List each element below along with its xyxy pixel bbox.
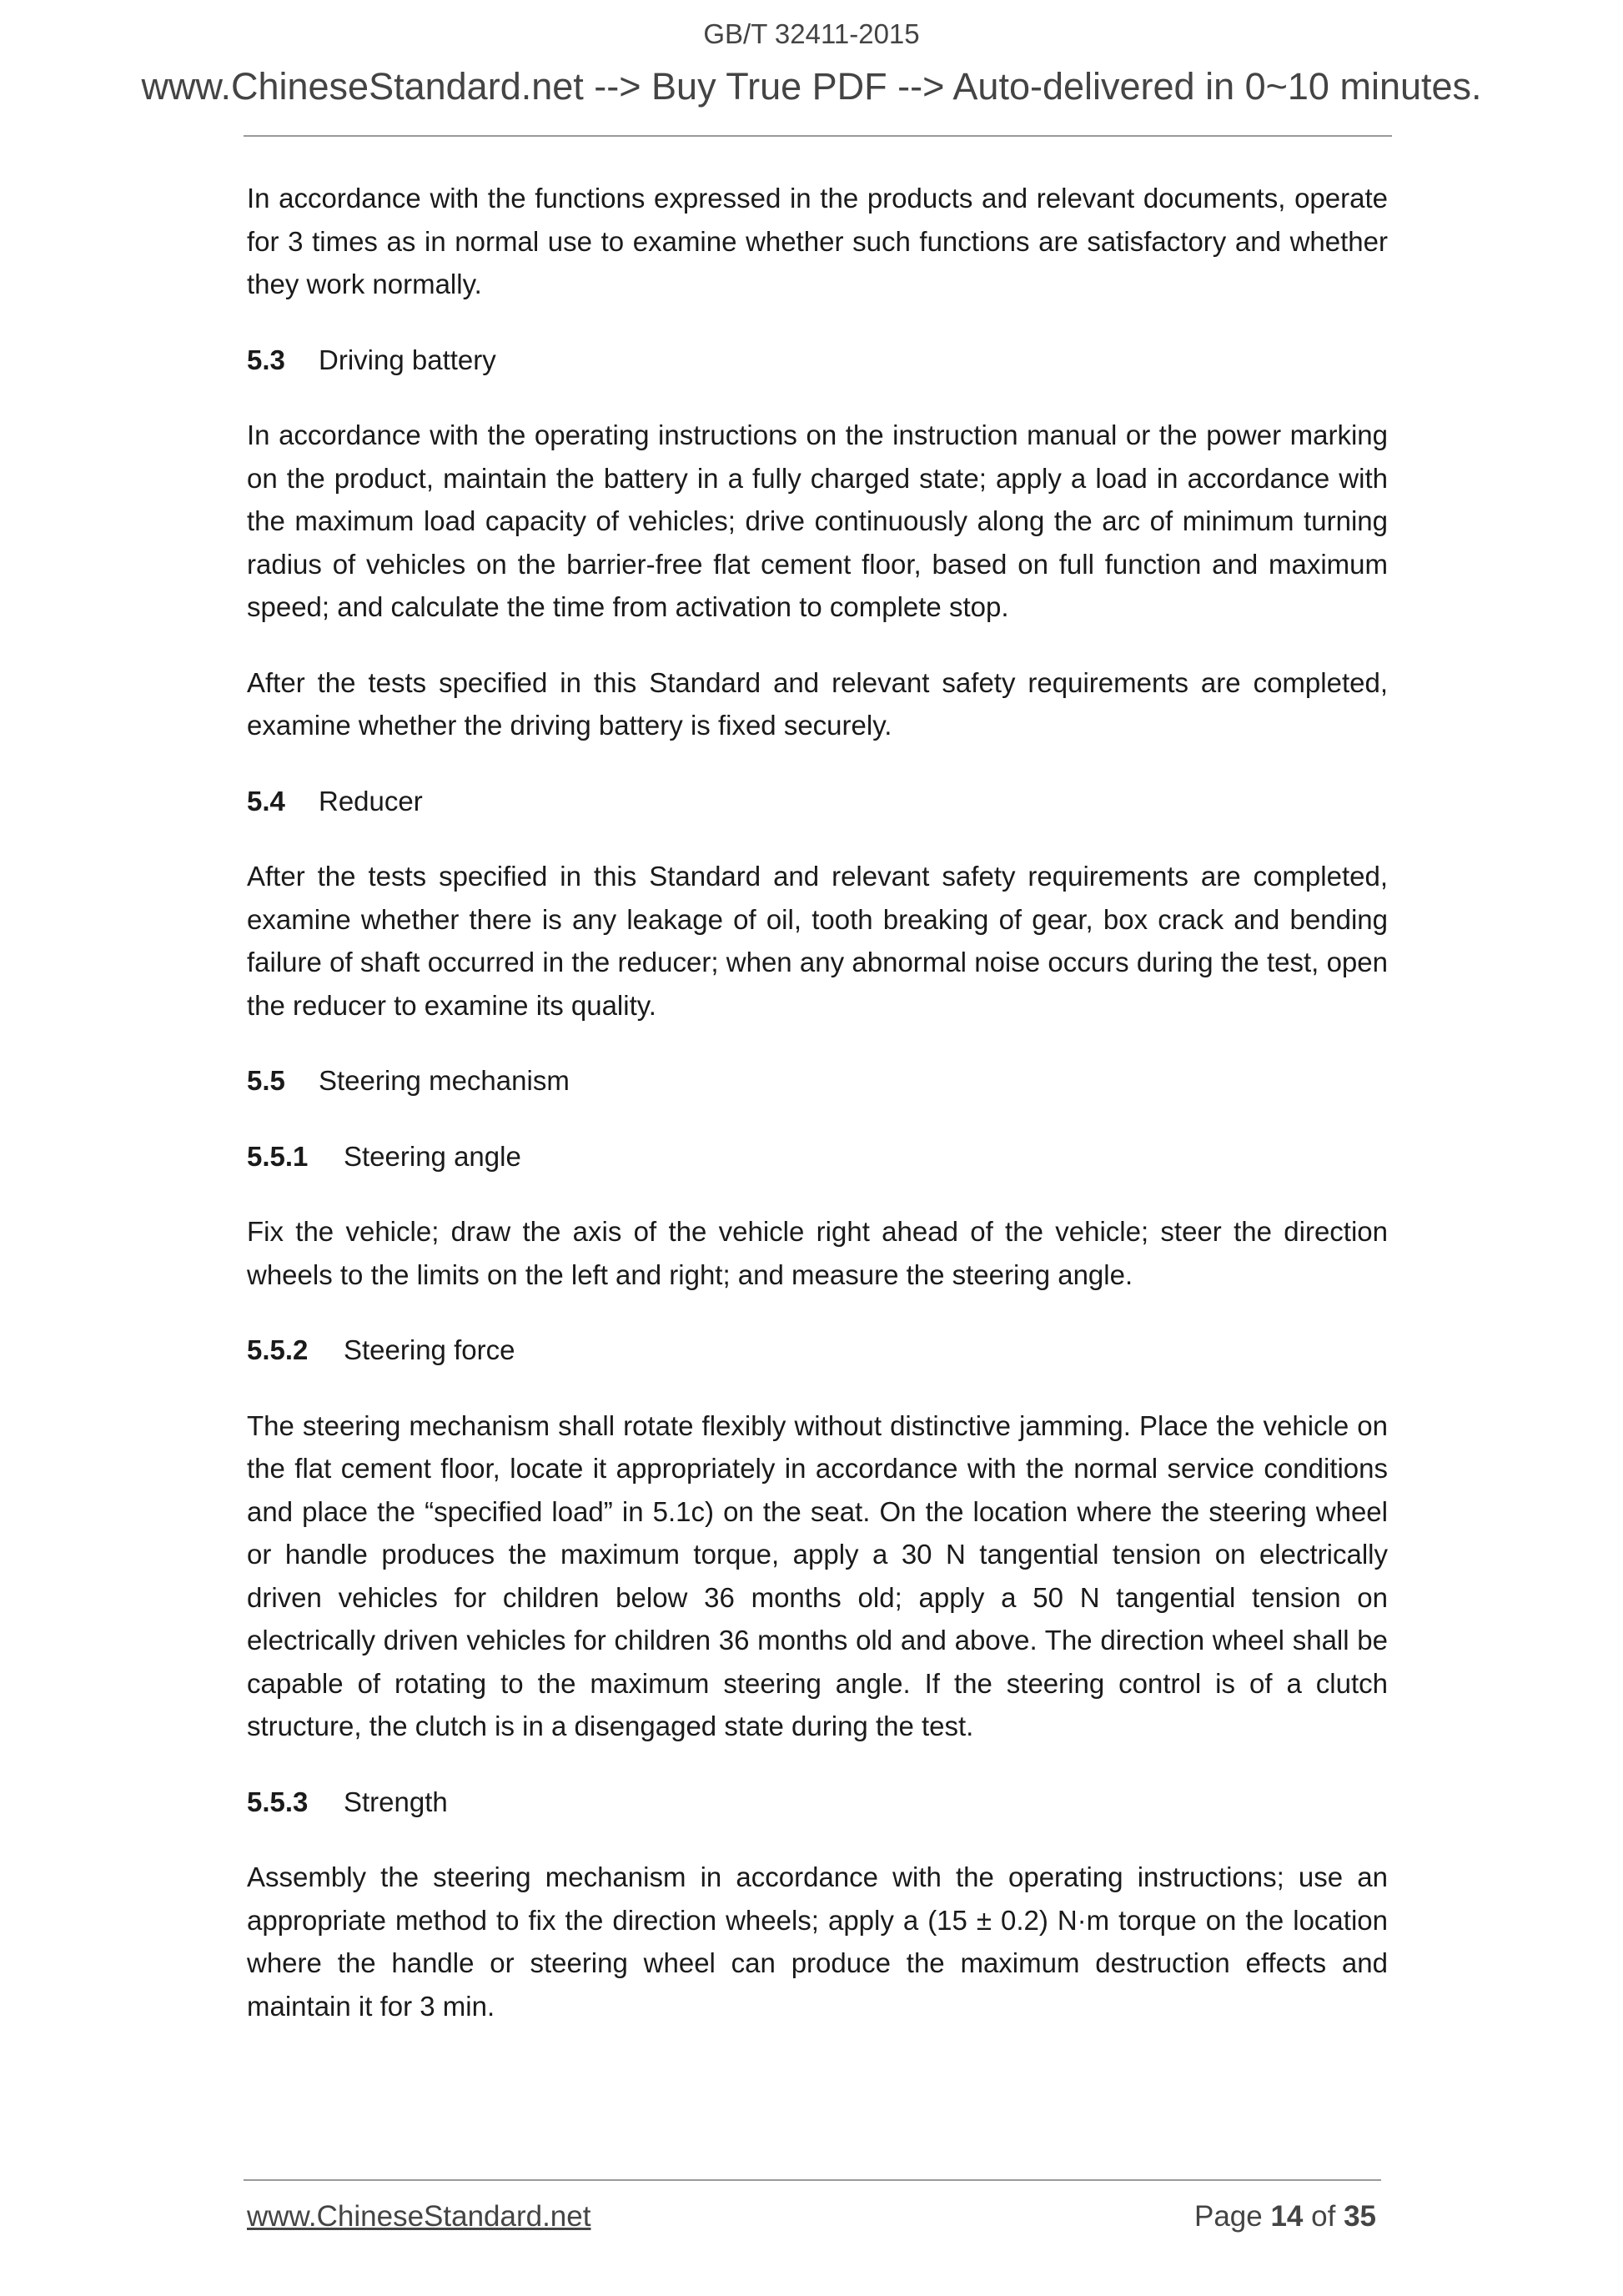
section-heading-5-5-3 — [247, 1781, 1388, 1824]
section-title: Steering angle — [344, 1140, 521, 1172]
section-heading-5-5-2 — [247, 1329, 1388, 1372]
section-title: Steering force — [344, 1334, 515, 1365]
page-indicator — [1194, 2200, 1376, 2233]
section-number: 5.5.1 — [247, 1140, 309, 1172]
total-pages: 35 — [1344, 2200, 1376, 2233]
document-body — [247, 177, 1388, 2060]
paragraph: Fix the vehicle; draw the axis of the vehicle right ahead of the vehicle; steer the direction wheels to the limits on the left and right; and measure the steering angle. — [247, 1216, 1388, 1290]
section-heading-5-5 — [247, 1059, 1388, 1103]
paragraph: After the tests specified in this Standard and relevant safety requirements are completed, examine whether there is any leakage of oil, tooth breaking of gear, box crack and bending failure of shaft occurred in the reducer; when any abnormal noise occurs during the test, open the reducer to examine its quality. — [247, 861, 1388, 1021]
section-title: Steering mechanism — [319, 1065, 570, 1096]
section-number: 5.5 — [247, 1065, 285, 1096]
section-title: Strength — [344, 1786, 448, 1817]
section-number: 5.3 — [247, 344, 285, 375]
footer-divider — [244, 2179, 1381, 2181]
current-page: 14 — [1270, 2200, 1304, 2233]
header-banner-text: www.ChineseStandard.net --> Buy True PDF --> Auto-delivered in 0~10 minutes. — [141, 65, 1482, 108]
section-heading-5-3 — [247, 339, 1388, 382]
standard-number: GB/T 32411-2015 — [703, 18, 920, 49]
of-label: of — [1311, 2200, 1336, 2233]
section-heading-5-5-1 — [247, 1135, 1388, 1178]
paragraph: In accordance with the functions expressed in the products and relevant documents, operate for 3 times as in normal use to examine whether such functions are satisfactory and whether they work normally. — [247, 183, 1388, 299]
page-label: Page — [1193, 2200, 1263, 2233]
paragraph: The steering mechanism shall rotate flexibly without distinctive jamming. Place the vehicle on the flat cement floor, locate it appropriately in accordance with the normal service conditions and place the “specified load” in 5.1c) on the seat. On the location where the steering wheel or handle produces the maximum torque, apply a 30 N tangential tension on electrically driven vehicles for children below 36 months old; apply a 50 N tangential tension on electrically driven vehicles for children 36 months old and above. The direction wheel shall be capable of rotating to the maximum steering angle. If the steering control is of a clutch structure, the clutch is in a disengaged state during the test. — [247, 1409, 1388, 1741]
section-number: 5.5.3 — [247, 1786, 309, 1817]
paragraph: After the tests specified in this Standard and relevant safety requirements are completed, examine whether the driving battery is fixed securely. — [247, 666, 1388, 741]
header-divider — [244, 135, 1392, 137]
paragraph: Assembly the steering mechanism in accordance with the operating instructions; use an appropriate method to fix the direction wheels; apply a (15 ± 0.2) N·m torque on the location where the handle or steering wheel can produce the maximum destruction effects and maintain it for 3 min. — [247, 1861, 1388, 2022]
footer-website-link[interactable]: www.ChineseStandard.net — [247, 2200, 591, 2233]
section-number: 5.4 — [247, 785, 285, 816]
paragraph: In accordance with the operating instructions on the instruction manual or the power marking on the product, maintain the battery in a fully charged state; apply a load in accordance with the maximum load capacity of vehicles; drive continuously along the arc of minimum turning radius of vehicles on the barrier-free flat cement floor, based on full function and maximum speed; and calculate the time from activation to complete stop. — [247, 420, 1388, 622]
section-number: 5.5.2 — [247, 1334, 309, 1365]
section-title: Reducer — [319, 785, 423, 816]
section-heading-5-4 — [247, 780, 1388, 823]
header-banner — [0, 65, 1623, 108]
section-title: Driving battery — [319, 344, 496, 375]
